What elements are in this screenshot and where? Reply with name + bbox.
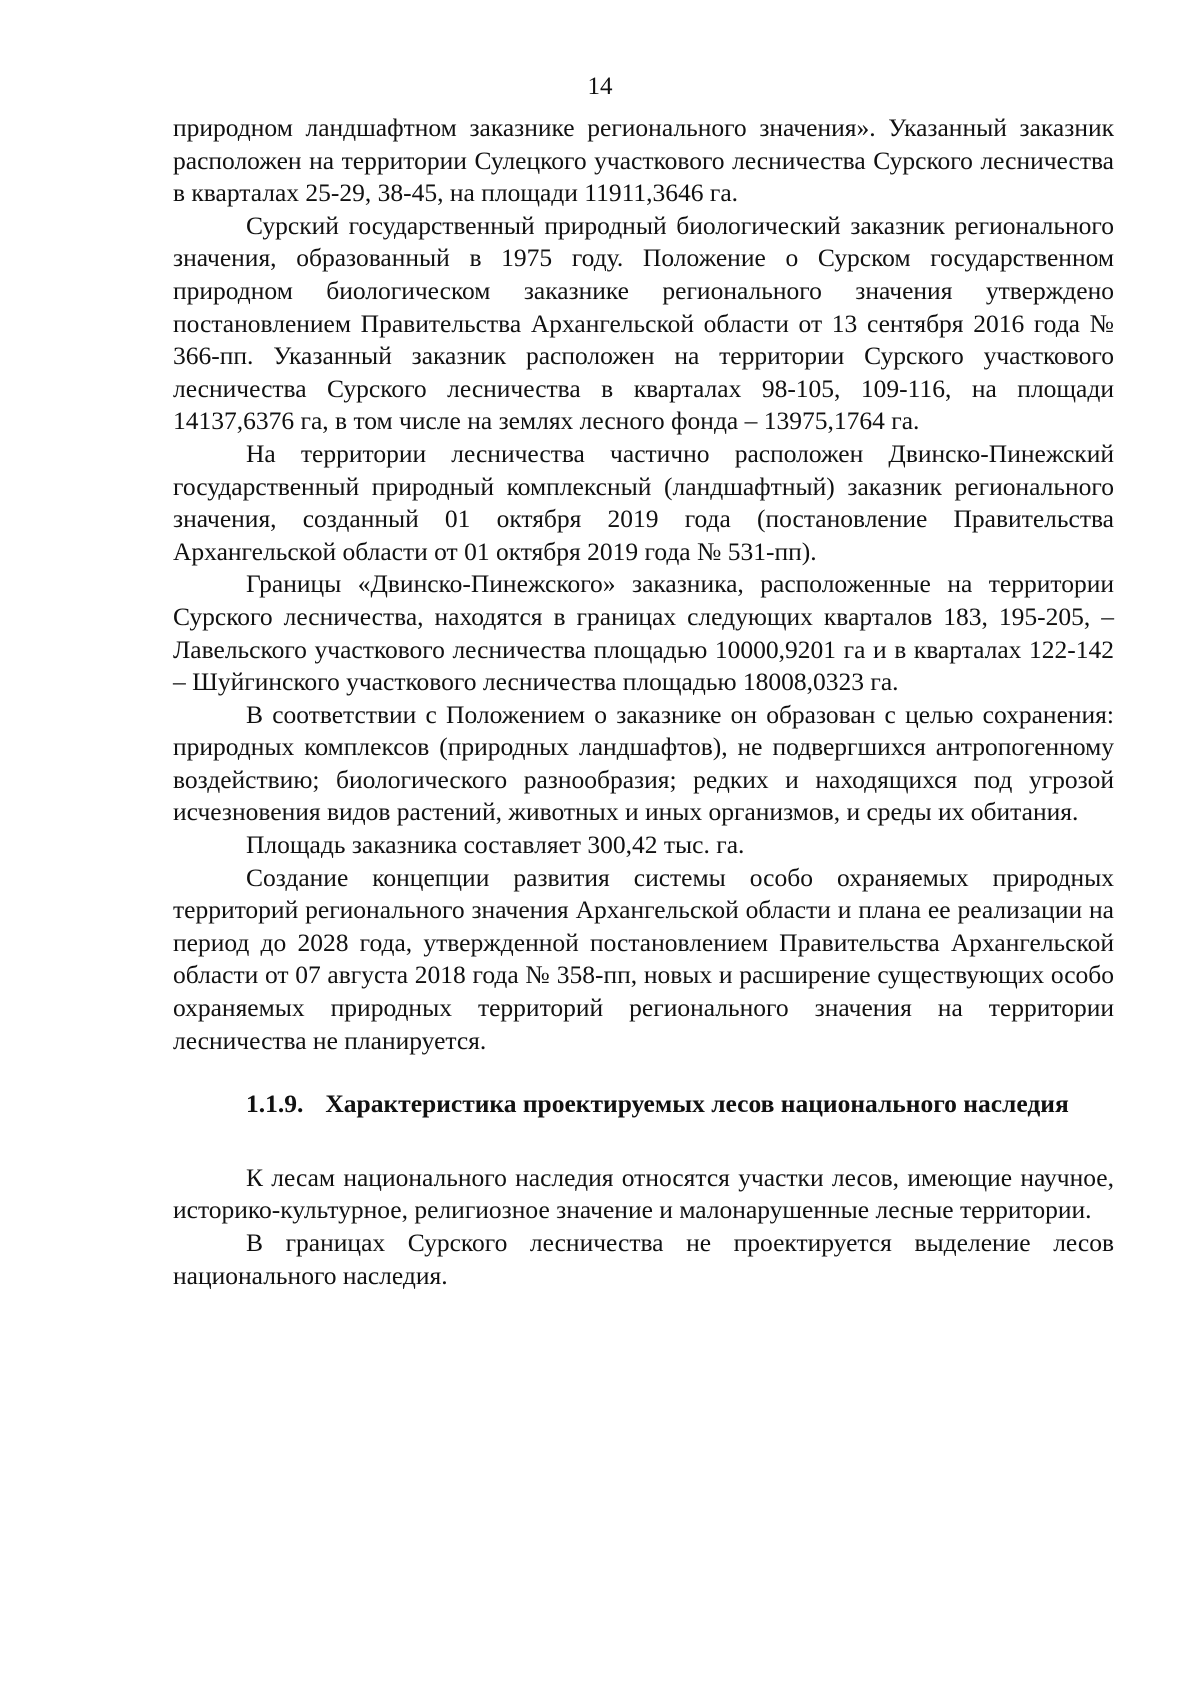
paragraph-heritage-not-designed: В границах Сурского лесничества не проектируется выделение лесов национального наследия. xyxy=(173,1228,1114,1290)
document-body xyxy=(173,112,1114,1292)
paragraph-dvinsko-pinezhsky: На территории лесничества частично расположен Двинско-Пинежский государственный природный комплексный (ландшафтный) заказник регионального значения, созданный 01 октября 2019 года (постановление Правительства Архангельской области от 01 октября 2019 года № 531-пп). xyxy=(173,438,1114,566)
paragraph-heritage-definition: К лесам национального наследия относятся участки лесов, имеющие научное, историко-культурное, религиозное значение и малонарушенные лесные территории. xyxy=(173,1162,1114,1225)
paragraph-concept: Создание концепции развития системы особо охраняемых природных территорий регионального значения Архангельской области и плана ее реализации на период до 2028 года, утвержденной постановлением Правительства Архангельской области от 07 августа 2018 года № 358-пп, новых и расширение существующих особо охраняемых природных территорий регионального значения на территории лесничества не планируется. xyxy=(173,862,1114,1055)
paragraph-boundaries: Границы «Двинско-Пинежского» заказника, расположенные на территории Сурского лесничества, находятся в границах следующих кварталов 183, 195-205, – Лавельского участкового лесничества площадью 10000,9201 га и в кварталах 122-142 – Шуйгинского участкового лесничества площадью 18008,0323 га. xyxy=(173,569,1114,697)
section-title: Характеристика проектируемых лесов национального наследия xyxy=(325,1089,1069,1119)
section-heading xyxy=(173,1088,1114,1121)
paragraph-sursky-reserve: Сурский государственный природный биологический заказник регионального значения, образованный в 1975 году. Положение о Сурском государственном природном биологическом заказнике регионального значения утверждено постановлением Правительства Архангельской области от 13 сентября 2016 года № 366-пп. Указанный заказник расположен на территории Сурского участкового лесничества Сурского лесничества в кварталах 98-105, 109-116, на площади 14137,6376 га, в том числе на землях лесного фонда – 13975,1764 га. xyxy=(173,210,1114,436)
section-number: 1.1.9. xyxy=(246,1089,304,1119)
paragraph-purpose: В соответствии с Положением о заказнике он образован с целью сохранения: природных комплексов (природных ландшафтов), не подвергшихся антропогенному воздействию; биологического разнообразия; редких и находящихся под угрозой исчезновения видов растений, животных и иных организмов, и среды их обитания. xyxy=(173,699,1114,827)
paragraph-area: Площадь заказника составляет 300,42 тыс. га. xyxy=(246,830,745,860)
paragraph-continuation: природном ландшафтном заказнике регионального значения». Указанный заказник расположен на территории Сулецкого участкового лесничества Сурского лесничества в кварталах 25-29, 38-45, на площади 11911,3646 га. xyxy=(173,113,1114,208)
page-number: 14 xyxy=(587,73,613,100)
